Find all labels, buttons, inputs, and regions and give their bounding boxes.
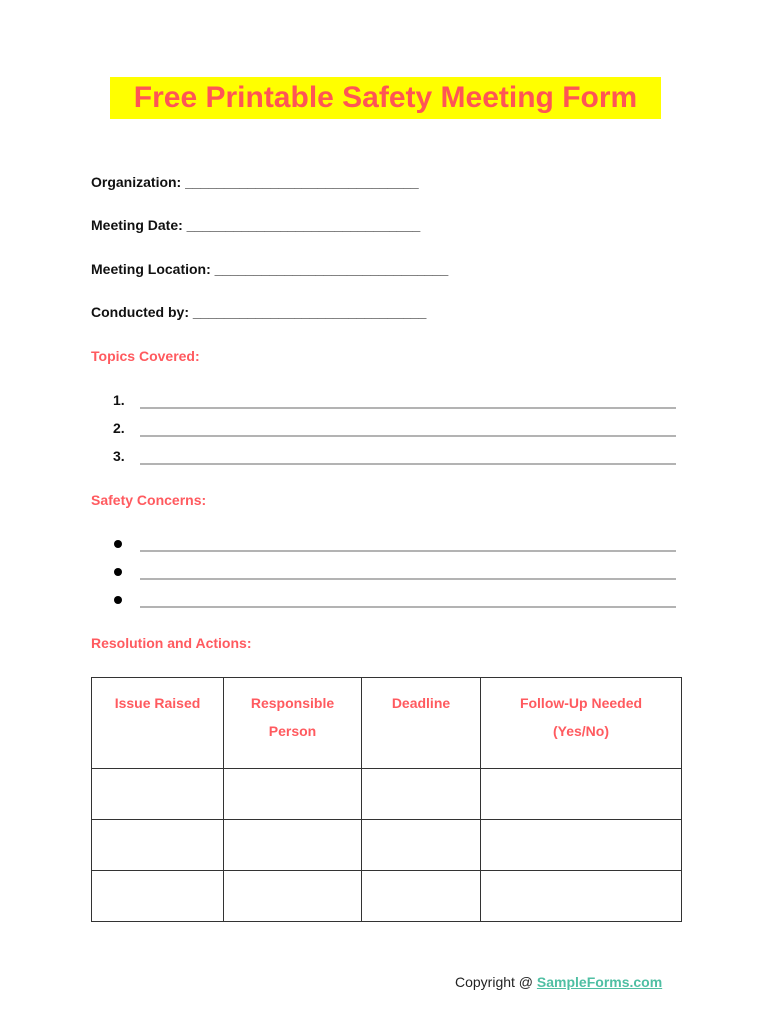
concern-line[interactable] — [140, 606, 676, 608]
topics-heading: Topics Covered: — [91, 348, 200, 364]
concern-item — [113, 591, 676, 611]
header-line: Person — [268, 723, 317, 739]
topic-item — [113, 420, 676, 440]
table-cell[interactable] — [92, 820, 224, 871]
topic-number: 2. — [113, 420, 125, 436]
header-line: Deadline — [391, 695, 451, 711]
meeting-date-field[interactable]: Meeting Date: ______________________________ — [91, 217, 421, 233]
table-header-row — [92, 678, 682, 769]
table-row — [92, 769, 682, 820]
safety-concerns-heading: Safety Concerns: — [91, 492, 207, 508]
concern-line[interactable] — [140, 550, 676, 552]
topic-line[interactable] — [140, 407, 676, 409]
header-line: Follow-Up Needed — [519, 695, 643, 711]
table-cell[interactable] — [224, 871, 362, 922]
resolution-heading: Resolution and Actions: — [91, 635, 252, 651]
table-cell[interactable] — [362, 820, 481, 871]
table-cell[interactable] — [481, 769, 682, 820]
form-title: Free Printable Safety Meeting Form — [110, 77, 661, 119]
header-line: (Yes/No) — [552, 723, 609, 739]
table-row — [92, 871, 682, 922]
table-row — [92, 820, 682, 871]
topic-number: 1. — [113, 392, 125, 408]
column-header-follow-up — [481, 678, 682, 769]
concern-item — [113, 563, 676, 583]
table-cell[interactable] — [481, 871, 682, 922]
topic-item — [113, 448, 676, 468]
table-cell[interactable] — [224, 769, 362, 820]
column-header-responsible — [224, 678, 362, 769]
concern-item — [113, 535, 676, 555]
topic-item — [113, 392, 676, 412]
copyright-prefix: Copyright @ — [455, 974, 537, 990]
table-cell[interactable] — [362, 769, 481, 820]
brand-link[interactable]: SampleForms.com — [536, 974, 663, 990]
resolution-table — [91, 677, 682, 922]
topic-line[interactable] — [140, 435, 676, 437]
bullet-dot-icon — [114, 596, 122, 604]
table-cell[interactable] — [224, 820, 362, 871]
copyright-footer — [455, 974, 662, 990]
column-header-issue — [92, 678, 224, 769]
table-cell[interactable] — [92, 769, 224, 820]
bullet-dot-icon — [114, 568, 122, 576]
table-cell[interactable] — [481, 820, 682, 871]
organization-field[interactable]: Organization: ______________________________ — [91, 174, 419, 190]
concern-line[interactable] — [140, 578, 676, 580]
conducted-by-field[interactable]: Conducted by: ______________________________ — [91, 304, 427, 320]
topic-line[interactable] — [140, 463, 676, 465]
table-cell[interactable] — [92, 871, 224, 922]
header-line: Responsible — [250, 695, 335, 711]
column-header-deadline — [362, 678, 481, 769]
topic-number: 3. — [113, 448, 125, 464]
meeting-location-field[interactable]: Meeting Location: ______________________________ — [91, 261, 449, 277]
header-line: Issue Raised — [114, 695, 201, 711]
bullet-dot-icon — [114, 540, 122, 548]
table-cell[interactable] — [362, 871, 481, 922]
